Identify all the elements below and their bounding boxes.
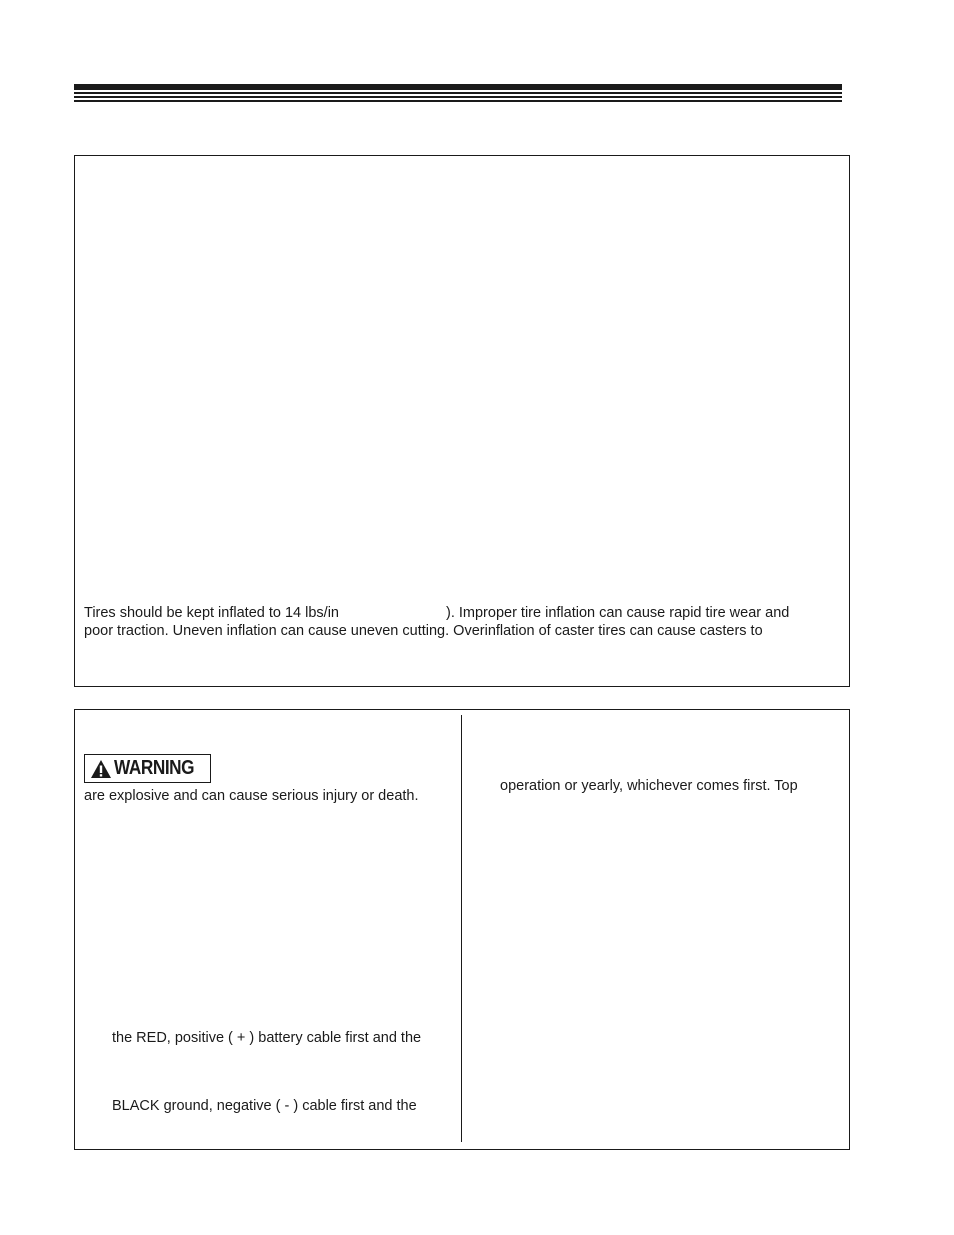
tires-line2: poor traction. Uneven inflation can cause uneven cutting. Overinflation of caster tires can cause casters to <box>84 623 763 639</box>
connect-cable-text: the RED, positive ( + ) battery cable first and the <box>112 1030 422 1046</box>
column-divider <box>461 715 462 1142</box>
header-rule-thin-2 <box>74 96 842 98</box>
warning-triangle-icon <box>90 759 112 779</box>
warning-text: are explosive and can cause serious injury or death. <box>84 788 419 804</box>
warning-label: WARNING <box>114 757 195 779</box>
header-rule-thin-1 <box>74 92 842 94</box>
tires-line1-end: ). Improper tire inflation can cause rapid tire wear and <box>446 605 790 621</box>
right-column-text: operation or yearly, whichever comes first. Top <box>500 778 798 794</box>
warning-badge <box>84 754 211 783</box>
header-rule-thick <box>74 84 842 90</box>
disconnect-cable-text: BLACK ground, negative ( - ) cable first and the <box>112 1098 417 1114</box>
tires-line1-start: Tires should be kept inflated to 14 lbs/in <box>84 605 339 621</box>
header-rule-thin-3 <box>74 100 842 102</box>
